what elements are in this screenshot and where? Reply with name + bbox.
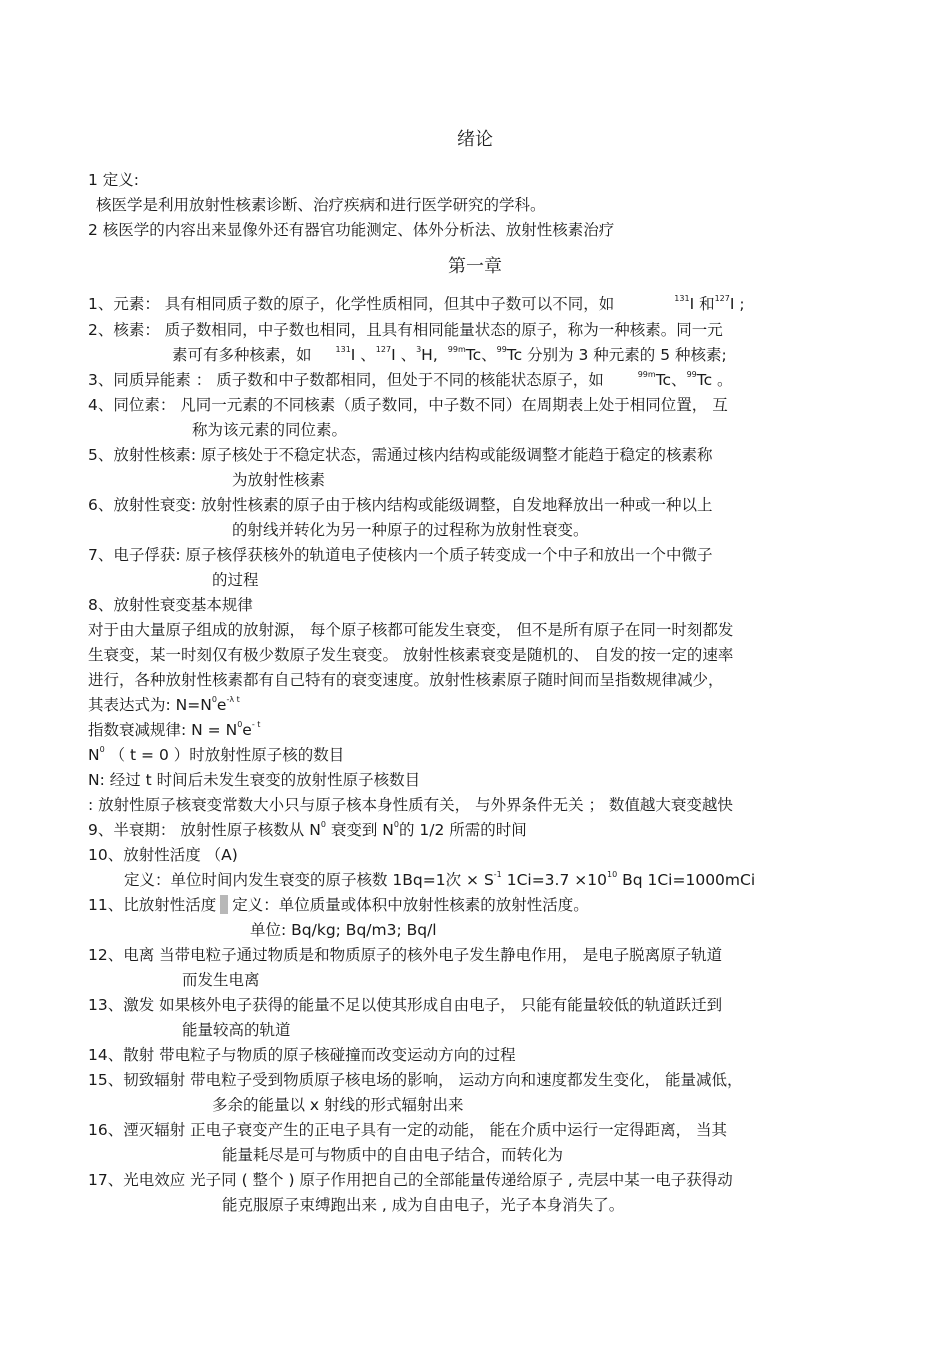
- item-bremsstrahlung: 15、韧致辐射 带电粒子受到物质原子核电场的影响， 运动方向和速度都发生变化， 能量减低，: [88, 1071, 743, 1089]
- highlight-mark: [220, 895, 228, 914]
- item-isomer: 3、同质异能素 ： 质子数和中子数都相同，但处于不同的核能状态原子，如 $^{99m}$Tc、$^{99}$Tc 。: [88, 370, 733, 389]
- item-radionuclide: 5、放射性核素: 原子核处于不稳定状态，需通过核内结构或能级调整才能趋于稳定的核素称: [88, 446, 713, 464]
- paragraph-line-1: 对于由大量原子组成的放射源， 每个原子核都可能发生衰变， 但不是所有原子在同一时刻都发: [88, 621, 734, 639]
- paragraph-line-3: 进行，各种放射性核素都有自己特有的衰变速度。放射性核素原子随时间而呈指数规律减少，: [88, 671, 724, 689]
- nt-definition: N: 经过 t 时间后未发生衰变的放射性原子核数目: [88, 771, 421, 789]
- item-half-life: 9、半衰期： 放射性原子核数从 $N^0$ 衰变到 $N^0$的 1/2 所需的时间: [88, 820, 527, 839]
- item-electron-capture-cont: 的过程: [212, 571, 259, 589]
- item-element: 1、元素： 具有相同质子数的原子，化学性质相同，但其中子数可以不同，如 $^{131}$I 和$^{127}$I ;: [88, 294, 745, 313]
- formula-exponential: 指数衰减规律: $N = N^0e^{- t}$: [88, 720, 261, 739]
- specific-activity-units: 单位: Bq/kg; Bq/m3; Bq/l: [250, 921, 437, 939]
- item-excitation-cont: 能量较高的轨道: [182, 1021, 291, 1039]
- item-specific-activity: 11、比放射性活度 定义：单位质量或体积中放射性核素的放射性活度。: [88, 896, 589, 914]
- item-ionization: 12、电离 当带电粒子通过物质是和物质原子的核外电子发生静电作用， 是电子脱离原子轨道: [88, 946, 723, 964]
- item-photoelectric: 17、光电效应 光子同 ( 整个 ) 原子作用把自己的全部能量传递给原子 , 壳层中某一电子获得动: [88, 1171, 733, 1189]
- item-nuclide-cont: 素可有多种核素，如 $^{131}$I 、$^{127}$I 、$^3$H, $^{99m}$Tc、$^{99}$Tc 分别为 3 种元素的 5 种核素;: [172, 345, 727, 364]
- formula-expression: 其表达式为: $N=N^0e^{-\lambda t}$: [88, 695, 240, 714]
- item-bremsstrahlung-cont: 多余的能量以 x 射线的形式辐射出来: [212, 1096, 464, 1114]
- activity-definition: 定义：单位时间内发生衰变的原子核数 1Bq=1次 × $S^{-1}$ $1Ci=3.7 \times 10^{10}$ Bq 1Ci=1000mCi: [124, 870, 756, 889]
- lambda-definition: : 放射性原子核衰变常数大小只与原子核本身性质有关， 与外界条件无关 ； 数值越大衰变越快: [88, 796, 733, 814]
- item-isotope: 4、同位素： 凡同一元素的不同核素（质子数同，中子数不同）在周期表上处于相同位置， 互: [88, 396, 728, 414]
- item-nuclide: 2、核素： 质子数相同，中子数也相同，且具有相同能量状态的原子，称为一种核素。同一元: [88, 321, 723, 339]
- item-decay-cont: 的射线并转化为另一种原子的过程称为放射性衰变。: [232, 521, 589, 539]
- item-electron-capture: 7、电子俘获: 原子核俘获核外的轨道电子使核内一个质子转变成一个中子和放出一个中微子: [88, 546, 713, 564]
- content-text: 2 核医学的内容出来显像外还有器官功能测定、体外分析法、放射性核素治疗: [88, 221, 615, 239]
- item-isotope-cont: 称为该元素的同位素。: [192, 421, 348, 439]
- item-annihilation: 16、湮灭辐射 正电子衰变产生的正电子具有一定的动能， 能在介质中运行一定得距离， 当其: [88, 1121, 728, 1139]
- definition-heading: 1 定义:: [88, 171, 140, 189]
- definition-text: 核医学是利用放射性核素诊断、治疗疾病和进行医学研究的学科。: [96, 196, 546, 214]
- item-excitation: 13、激发 如果核外电子获得的能量不足以使其形成自由电子， 只能有能量较低的轨道跃迁到: [88, 996, 723, 1014]
- item-activity: 10、放射性活度 （A): [88, 846, 238, 864]
- item-ionization-cont: 而发生电离: [182, 971, 260, 989]
- chapter-title: 第一章: [448, 256, 502, 277]
- item-photoelectric-cont: 能克服原子束缚跑出来 , 成为自由电子，光子本身消失了。: [222, 1196, 625, 1214]
- item-decay-law: 8、放射性衰变基本规律: [88, 596, 253, 614]
- item-radionuclide-cont: 为放射性核素: [232, 471, 326, 489]
- item-scattering: 14、散射 带电粒子与物质的原子核碰撞而改变运动方向的过程: [88, 1046, 516, 1064]
- n0-definition: $N^0$ （ t = 0 ）时放射性原子核的数目: [88, 745, 345, 764]
- paragraph-line-2: 生衰变，某一时刻仅有极少数原子发生衰变。 放射性核素衰变是随机的、 自发的按一定的速率: [88, 646, 734, 664]
- item-decay: 6、放射性衰变: 放射性核素的原子由于核内结构或能级调整，自发地释放出一种或一种以上: [88, 496, 713, 514]
- item-annihilation-cont: 能量耗尽是可与物质中的自由电子结合，而转化为: [222, 1146, 564, 1164]
- intro-title: 绪论: [457, 129, 493, 150]
